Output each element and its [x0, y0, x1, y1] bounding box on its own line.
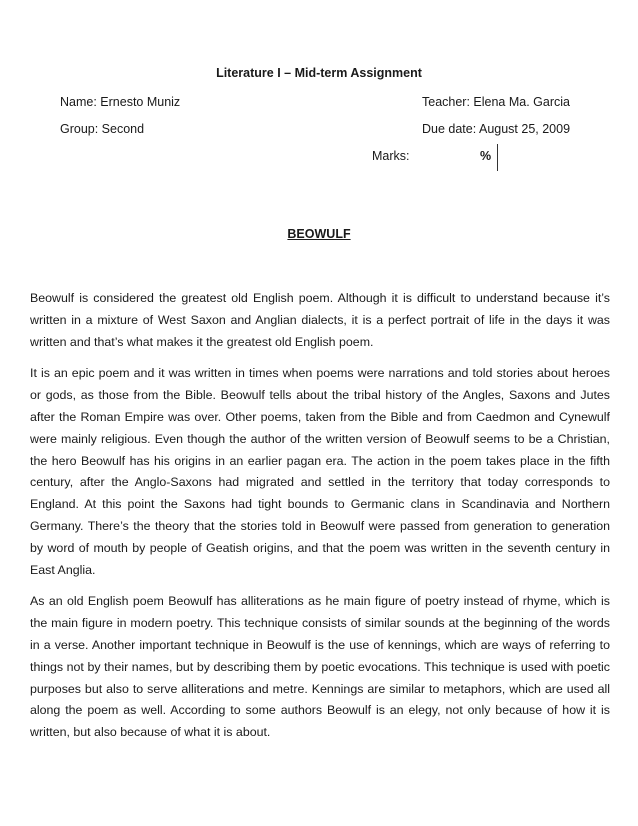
essay-title: BEOWULF [287, 227, 351, 241]
assignment-title: Literature I – Mid-term Assignment [216, 66, 422, 80]
marks-label: Marks: [372, 149, 410, 163]
student-name: Name: Ernesto Muniz [60, 95, 181, 109]
teacher-name: Teacher: Elena Ma. Garcia [422, 95, 570, 109]
marks-divider [497, 144, 498, 171]
student-group: Group: Second [60, 122, 145, 136]
paragraph-1: Beowulf is considered the greatest old English poem. Although it is difficult to understand because it’s written in a mixture of West Saxon and Anglian dialects, it is a perfect portrait of life in the days it was written and that’s what makes it the greatest old English poem. [30, 291, 610, 349]
essay-body [30, 288, 610, 754]
paragraph-2: It is an epic poem and it was written in times when poems were narrations and told stories about heroes or gods, as those from the Bible. Beowulf tells about the tribal history of the Angles, Saxons and Jutes after the Roman Empire was over. Other poems, taken from the Bible and from Caedmon and Cynewulf were mainly religious. Even though the author of the written version of Beowulf seems to be a Christian, the hero Beowulf has his origins in an earlier pagan era. The action in the poem takes place in the fifth century, after the Anglo-Saxons had migrated and settled in the territory that today corresponds to England. At this point the Saxons had tight bounds to Germanic clans in Scandinavia and Northern Germany. There’s the theory that the stories told in Beowulf were passed from generation to generation by word of mouth by people of Geatish origins, and that the poem was written in the seventh century in East Anglia. [30, 366, 610, 577]
paragraph-3: As an old English poem Beowulf has alliterations as he main figure of poetry instead of rhyme, which is the main figure in modern poetry. This technique consists of similar sounds at the beginning of the words in a verse. Another important technique in Beowulf is the use of kennings, which are ways of referring to things not by their names, but by describing them by poetic evocations. This technique is used with poetic purposes but also to serve alliterations and metre. Kennings are similar to metaphors, which are used all along the poem as well. According to some authors Beowulf is an elegy, not only because of how it is written, but also because of what it is about. [30, 594, 610, 740]
marks-percent: % [480, 149, 492, 163]
due-date: Due date: August 25, 2009 [422, 122, 571, 136]
